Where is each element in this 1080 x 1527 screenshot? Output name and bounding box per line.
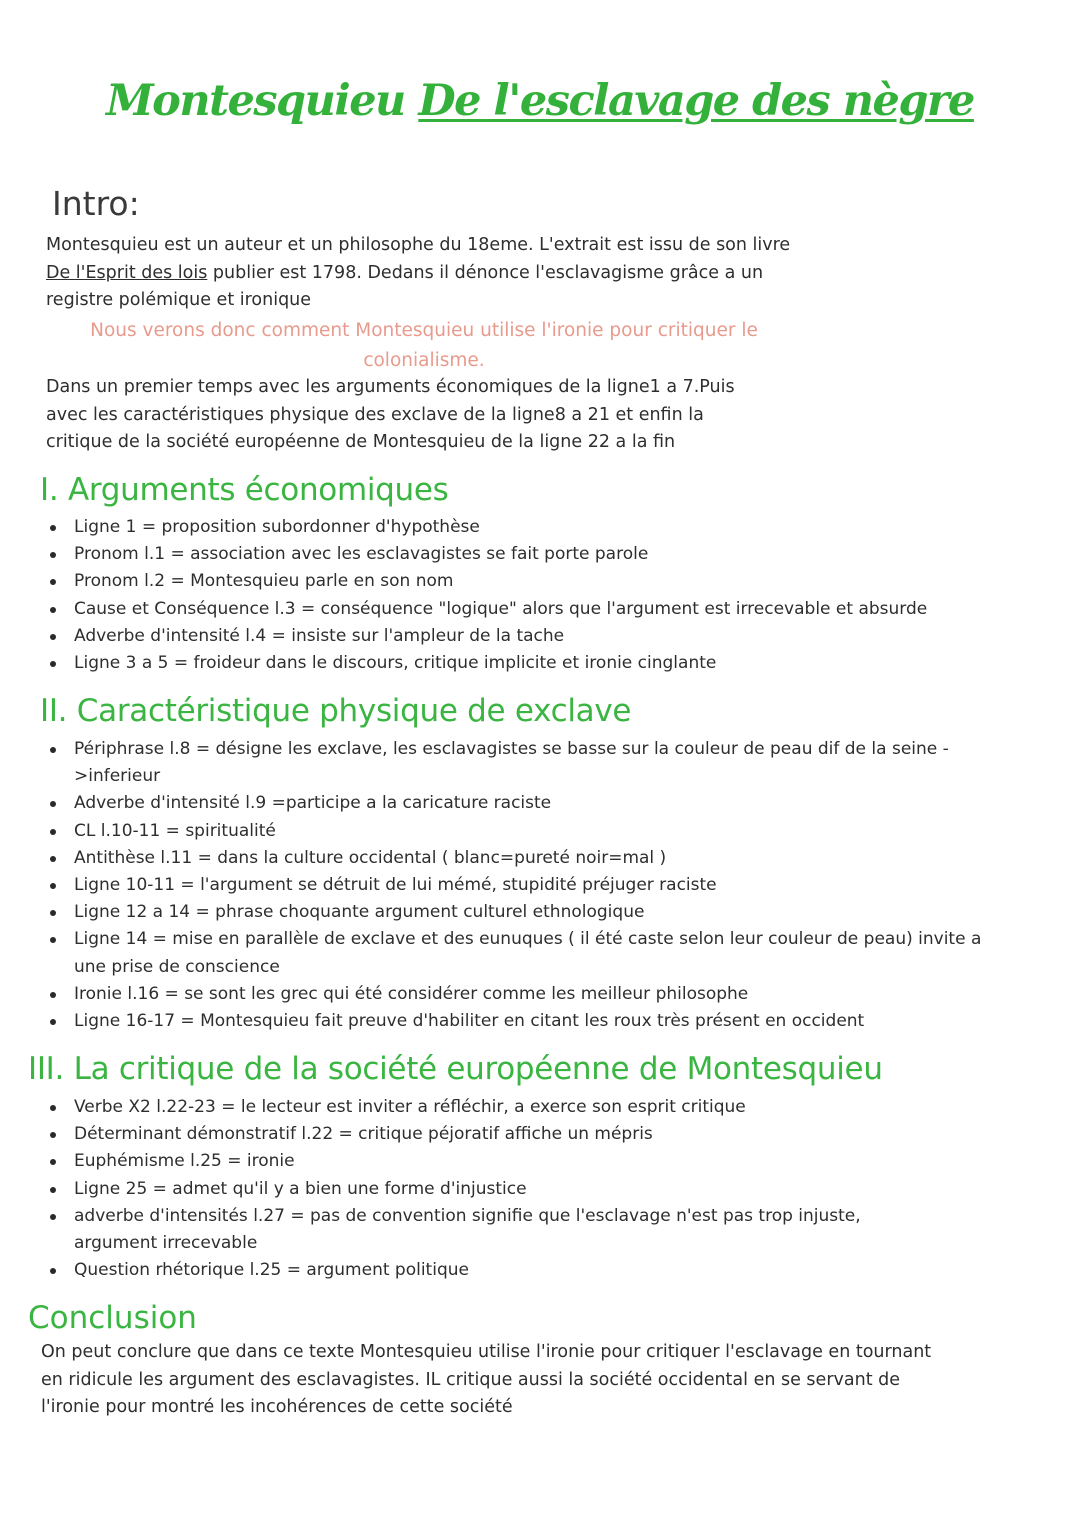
conclusion-line-1: On peut conclure que dans ce texte Montesquieu utilise l'ironie pour critiquer l'esclavage en tournant: [41, 1342, 932, 1362]
title-author: Montesquieu: [106, 76, 405, 126]
conclusion-paragraph: [41, 1339, 931, 1422]
page-title: [0, 76, 1080, 126]
intro-line-2: [46, 260, 790, 288]
intro-paragraph: [46, 232, 790, 315]
list-item: Ligne 3 a 5 = froideur dans le discours, critique implicite et ironie cinglante: [46, 650, 1036, 677]
list-item: CL l.10-11 = spiritualité: [46, 818, 996, 845]
conclusion-line-3: l'ironie pour montré les incohérences de cette société: [41, 1397, 513, 1417]
list-item: Périphrase l.8 = désigne les exclave, les esclavagistes se basse sur la couleur de peau dif de la seine ->inferieur: [46, 736, 996, 790]
intro-heading: Intro:: [52, 184, 140, 223]
section-1-heading: I. Arguments économiques: [40, 472, 449, 508]
list-item: Pronom l.1 = association avec les esclavagistes se fait porte parole: [46, 541, 1036, 568]
list-item: Ligne 12 a 14 = phrase choquante argument culturel ethnologique: [46, 899, 996, 926]
list-item: Euphémisme l.25 = ironie: [46, 1148, 946, 1175]
list-item: Antithèse l.11 = dans la culture occidental ( blanc=pureté noir=mal ): [46, 845, 996, 872]
list-item: Pronom l.2 = Montesquieu parle en son nom: [46, 568, 1036, 595]
list-item: Cause et Conséquence l.3 = conséquence "logique" alors que l'argument est irrecevable et absurde: [46, 596, 1036, 623]
plan-line-1: Dans un premier temps avec les arguments économiques de la ligne1 a 7.Puis: [46, 377, 735, 397]
section-3-heading: III. La critique de la société européenne de Montesquieu: [28, 1051, 883, 1087]
section-3-list: [46, 1094, 946, 1284]
book-title: De l'Esprit des lois: [46, 262, 208, 283]
list-item: Déterminant démonstratif l.22 = critique péjoratif affiche un mépris: [46, 1121, 946, 1148]
intro-line-2-rest: publier est 1798. Dedans il dénonce l'esclavagisme grâce a un: [207, 262, 764, 283]
list-item: Verbe X2 l.22-23 = le lecteur est inviter a réfléchir, a exerce son esprit critique: [46, 1094, 946, 1121]
plan-paragraph: [46, 374, 735, 457]
intro-line-1: Montesquieu est un auteur et un philosophe du 18eme. L'extrait est issu de son livre: [46, 235, 791, 255]
list-item: Adverbe d'intensité l.4 = insiste sur l'ampleur de la tache: [46, 623, 1036, 650]
list-item: adverbe d'intensités l.27 = pas de convention signifie que l'esclavage n'est pas trop injuste, argument irrecevable: [46, 1203, 946, 1257]
conclusion-heading: Conclusion: [28, 1300, 197, 1336]
problematique: [46, 316, 802, 376]
section-2-heading: II. Caractéristique physique de exclave: [40, 693, 632, 729]
problematique-line-1: Nous verons donc comment Montesquieu utilise l'ironie pour critiquer le: [90, 320, 758, 341]
intro-line-3: registre polémique et ironique: [46, 290, 312, 310]
list-item: Ironie l.16 = se sont les grec qui été considérer comme les meilleur philosophe: [46, 981, 996, 1008]
list-item: Ligne 16-17 = Montesquieu fait preuve d'habiliter en citant les roux très présent en occident: [46, 1008, 996, 1035]
list-item: Ligne 10-11 = l'argument se détruit de lui mémé, stupidité préjuger raciste: [46, 872, 996, 899]
plan-line-2: avec les caractéristiques physique des exclave de la ligne8 a 21 et enfin la: [46, 404, 704, 425]
conclusion-line-2: en ridicule les argument des esclavagistes. IL critique aussi la société occidental en se servant de: [41, 1369, 900, 1390]
title-work: De l'esclavage des nègre: [418, 76, 974, 126]
problematique-line-2: colonialisme.: [363, 350, 485, 371]
section-2-list: [46, 736, 996, 1035]
list-item: Ligne 25 = admet qu'il y a bien une forme d'injustice: [46, 1176, 946, 1203]
plan-line-3: critique de la société européenne de Montesquieu de la ligne 22 a la fin: [46, 432, 676, 452]
list-item: Adverbe d'intensité l.9 =participe a la caricature raciste: [46, 790, 996, 817]
list-item: Question rhétorique l.25 = argument politique: [46, 1257, 946, 1284]
list-item: Ligne 14 = mise en parallèle de exclave et des eunuques ( il été caste selon leur couleur de peau) invite a une prise de conscience: [46, 926, 996, 980]
section-1-list: [46, 514, 1036, 677]
list-item: Ligne 1 = proposition subordonner d'hypothèse: [46, 514, 1036, 541]
